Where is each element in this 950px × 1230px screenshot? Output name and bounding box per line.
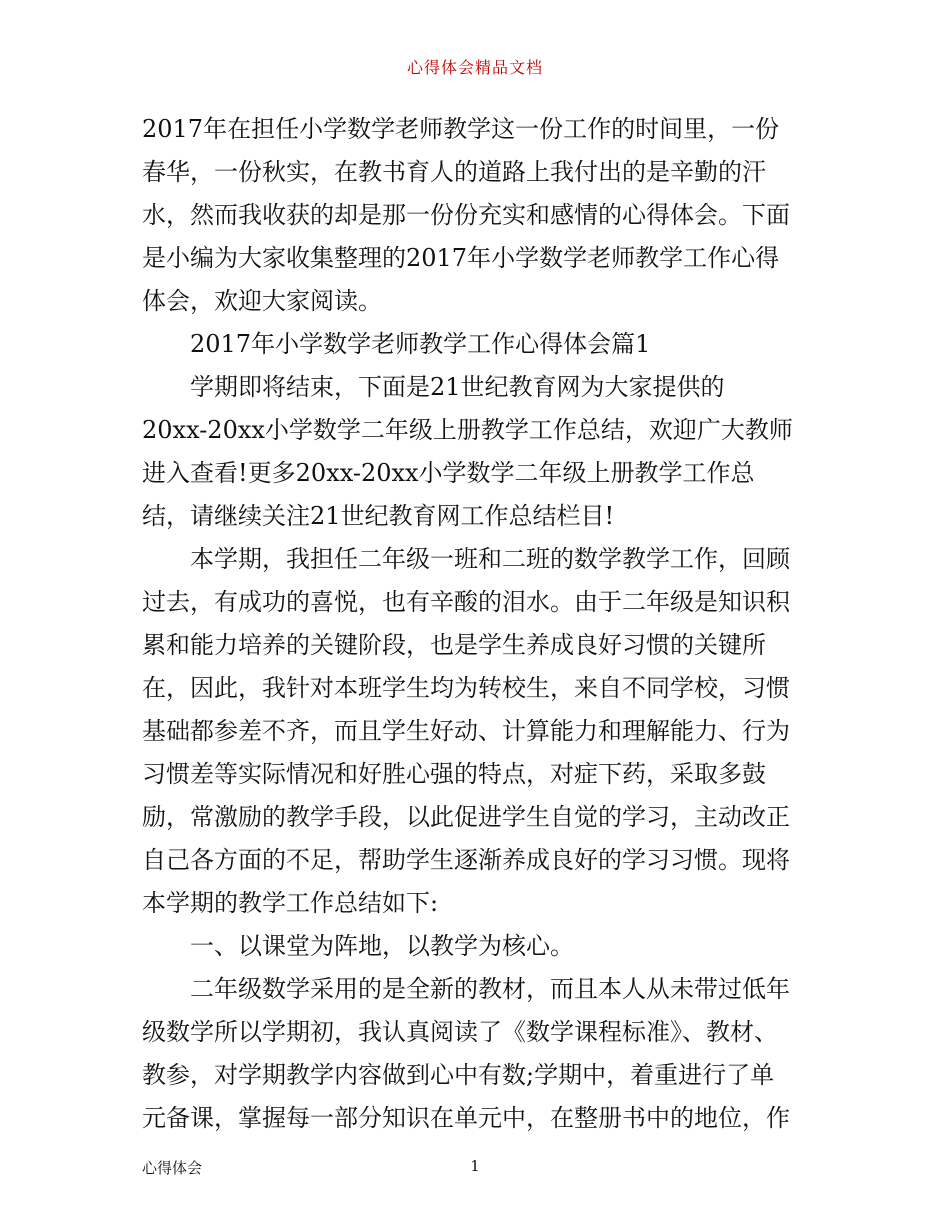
text-line: 体会，欢迎大家阅读。 <box>142 287 382 315</box>
text-line: 2017年小学数学老师教学工作心得体会篇1 <box>190 330 651 358</box>
footer-label: 心得体会 <box>142 1159 203 1177</box>
text-line: 累和能力培养的关键阶段，也是学生养成良好习惯的关键所 <box>142 631 766 659</box>
text-line: 在，因此，我针对本班学生均为转校生，来自不同学校，习惯 <box>142 674 790 702</box>
page-header: 心得体会精品文档 <box>406 58 543 77</box>
text-line: 春华，一份秋实，在教书育人的道路上我付出的是辛勤的汗 <box>142 158 766 186</box>
text-line: 是小编为大家收集整理的2017年小学数学老师教学工作心得 <box>142 244 780 272</box>
text-line: 级数学所以学期初，我认真阅读了《数学课程标准》、教材、 <box>142 1018 778 1046</box>
text-line: 励，常激励的教学手段，以此促进学生自觉的学习，主动改正 <box>142 803 790 831</box>
text-line: 一、以课堂为阵地，以教学为核心。 <box>190 932 574 960</box>
page-number: 1 <box>470 1157 480 1175</box>
text-line: 过去，有成功的喜悦，也有辛酸的泪水。由于二年级是知识积 <box>142 588 790 616</box>
text-line: 学期即将结束，下面是21世纪教育网为大家提供的 <box>190 373 725 401</box>
text-line: 本学期的教学工作总结如下: <box>142 889 439 917</box>
text-line: 结，请继续关注21世纪教育网工作总结栏目! <box>142 502 615 530</box>
text-line: 本学期，我担任二年级一班和二班的数学教学工作，回顾 <box>190 545 790 573</box>
text-line: 基础都参差不齐，而且学生好动、计算能力和理解能力、行为 <box>142 717 790 745</box>
text-line: 2017年在担任小学数学老师教学这一份工作的时间里，一份 <box>142 115 780 143</box>
text-line: 元备课，掌握每一部分知识在单元中，在整册书中的地位，作 <box>142 1104 790 1132</box>
text-line: 自己各方面的不足，帮助学生逐渐养成良好的学习习惯。现将 <box>142 846 790 874</box>
text-line: 教参，对学期教学内容做到心中有数;学期中，着重进行了单 <box>142 1061 775 1089</box>
text-line: 进入查看!更多20xx-20xx小学数学二年级上册教学工作总 <box>142 459 755 487</box>
text-line: 水，然而我收获的却是那一份份充实和感情的心得体会。下面 <box>142 201 790 229</box>
text-line: 二年级数学采用的是全新的教材，而且本人从未带过低年 <box>190 975 790 1003</box>
text-line: 习惯差等实际情况和好胜心强的特点，对症下药，采取多鼓 <box>142 760 766 788</box>
text-line: 20xx-20xx小学数学二年级上册教学工作总结，欢迎广大教师 <box>142 416 793 444</box>
document-body <box>142 108 814 1140</box>
